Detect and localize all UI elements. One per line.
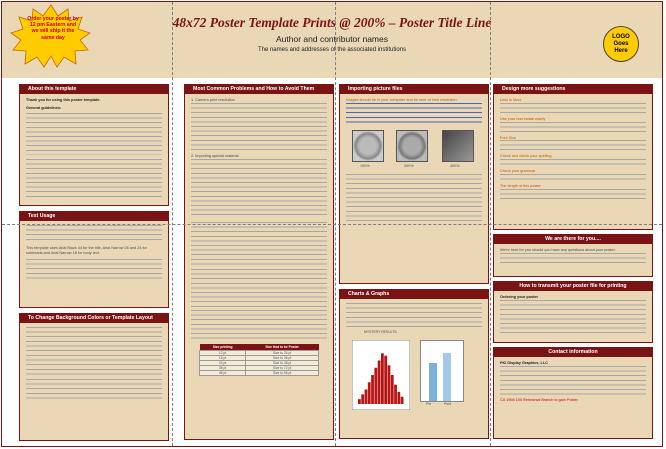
submit-body — [500, 300, 646, 334]
table-row: 24 pt Size to 48 pt — [200, 361, 319, 366]
text-usage-section — [19, 211, 169, 308]
bg-colors-body — [26, 327, 162, 351]
table-row: 18 pt Size to 36 pt — [200, 356, 319, 361]
res-label-400: 400% — [450, 163, 460, 168]
background-colors-heading: To Change Background Colors or Template Layout — [20, 314, 168, 323]
logo-line-1: LOGO — [612, 34, 630, 40]
histogram-bar — [365, 390, 368, 405]
order-deadline-text: Order your poster by 12 pm Eastern and we will ship it the same day — [27, 16, 79, 41]
contact-heading: Contact information — [494, 348, 652, 357]
sample-seal-image-100 — [352, 130, 384, 162]
problem-item-3-body — [191, 222, 327, 266]
logo-placeholder — [603, 26, 639, 62]
table-row: 36 pt Size to 72 pt — [200, 366, 319, 371]
chart-area — [346, 330, 482, 414]
design-bullet-6: The length of this poster — [500, 183, 541, 188]
thanks-heading: We are there for you.... — [494, 235, 652, 244]
chart-title: MYSTERY RESULTS — [364, 330, 397, 334]
column-1 — [19, 84, 169, 441]
about-subhead: General guidelines: — [26, 105, 62, 110]
importing-section — [339, 84, 489, 284]
contact-phone: CA 1966 100 Rehearsal Branch to gain Poster — [500, 397, 578, 402]
design-bullet-4: Check and check your spelling — [500, 154, 552, 159]
res-label-200: 200% — [404, 163, 414, 168]
column-4 — [493, 84, 653, 439]
design-bullet-1: Less is More — [500, 98, 522, 102]
table-header-size-poster: Size that to be Poster — [246, 344, 319, 351]
fold-guide-horizontal — [2, 224, 662, 225]
poster-authors: Author and contributor names — [276, 34, 388, 44]
histogram-bar — [361, 394, 364, 404]
thanks-section — [493, 234, 653, 277]
bg-colors-body-2 — [26, 355, 162, 375]
histogram-bar — [368, 382, 371, 404]
problem-item-2-body — [191, 159, 327, 219]
logo-line-2: Goes — [613, 41, 629, 47]
text-usage-font-note: This template uses Arial Black 44 for the title, Arial Narrow 26 and 24 for subheads and Arial Narrow 18 for body text. — [26, 246, 147, 255]
poster-addresses: The names and addresses of the associated institutions — [257, 47, 407, 53]
bg-colors-body-3 — [26, 379, 162, 399]
histogram-bar — [394, 385, 397, 404]
contact-section — [493, 347, 653, 439]
design-bullet-5: Check your grammar — [500, 169, 536, 174]
histogram-bar — [391, 375, 394, 404]
charts-body — [346, 303, 482, 327]
histogram-bar — [401, 397, 404, 404]
contact-address — [500, 366, 646, 396]
thanks-text: We're here for you should you have any questions about your poster. — [500, 248, 616, 252]
text-usage-body-2 — [26, 259, 162, 281]
about-heading: About this template — [20, 85, 168, 94]
sample-seal-image-200 — [396, 130, 428, 162]
histogram-bar — [378, 361, 381, 405]
histogram-bar — [397, 392, 400, 404]
font-size-table — [199, 344, 319, 377]
about-section — [19, 84, 169, 206]
sample-seal-image-400 — [442, 130, 474, 162]
importing-heading: Importing picture files — [340, 85, 488, 94]
table-row: 48 pt Size to 96 pt — [200, 371, 319, 376]
problem-item-4-body — [191, 269, 327, 307]
poster — [1, 1, 663, 447]
histogram-bar — [388, 365, 391, 404]
text-usage-heading: Text Usage — [20, 212, 168, 221]
bar-post — [443, 353, 451, 401]
importing-body — [346, 103, 482, 123]
submit-heading: How to transmit your poster file for printing — [494, 282, 652, 291]
bar-label-pre: Pre — [426, 402, 432, 406]
problem-item-2: 2. Importing special material — [191, 153, 239, 158]
problem-item-1: 1. Camera print resolution — [191, 98, 235, 102]
histogram-bar — [371, 375, 374, 404]
histogram-bar — [374, 368, 377, 404]
charts-section — [339, 289, 489, 439]
table-row: 12 pt Size to 24 pt — [200, 351, 319, 356]
problem-item-1-body — [191, 103, 327, 151]
poster-header — [2, 2, 662, 78]
problem-item-5-body — [191, 310, 327, 340]
text-usage-body — [26, 225, 162, 243]
bar-label-post: Post — [444, 402, 451, 406]
about-lead: Thank you for using this poster template. — [26, 98, 101, 102]
charts-heading: Charts & Graphs — [340, 290, 488, 299]
problems-heading: Most Common Problems and How to Avoid Them — [185, 85, 333, 94]
design-bullet-2: Use your real estate wisely — [500, 116, 546, 121]
res-label-100: 100% — [360, 163, 370, 168]
design-bullet-3: Font Size — [500, 135, 517, 140]
bar-pre — [429, 363, 437, 401]
table-header-size-printing: Size printing — [200, 344, 246, 351]
bar-chart-frame — [420, 340, 464, 402]
importing-body-2 — [346, 174, 482, 222]
problems-section — [184, 84, 334, 440]
importing-lead: Images should be in your computer and be sure of their resolution. — [346, 98, 458, 102]
logo-line-3: Here — [614, 48, 628, 54]
poster-title: 48x72 Poster Template Prints @ 200% – Poster Title Line — [172, 15, 492, 30]
resolution-samples — [346, 126, 482, 174]
column-3 — [339, 84, 489, 439]
design-section — [493, 84, 653, 230]
design-heading: Design more suggestions — [494, 85, 652, 94]
column-2 — [184, 84, 334, 440]
about-body-text — [26, 113, 162, 155]
histogram-bar — [384, 356, 387, 404]
histogram-bar — [381, 353, 384, 404]
about-body-text-2 — [26, 159, 162, 197]
contact-company: PKI Display Graphics, LLC — [500, 361, 548, 365]
submit-lead: Ordering your poster — [500, 295, 538, 299]
histogram-chart — [352, 340, 410, 410]
histogram-bar — [358, 399, 361, 404]
submit-section — [493, 281, 653, 343]
background-colors-section — [19, 313, 169, 441]
